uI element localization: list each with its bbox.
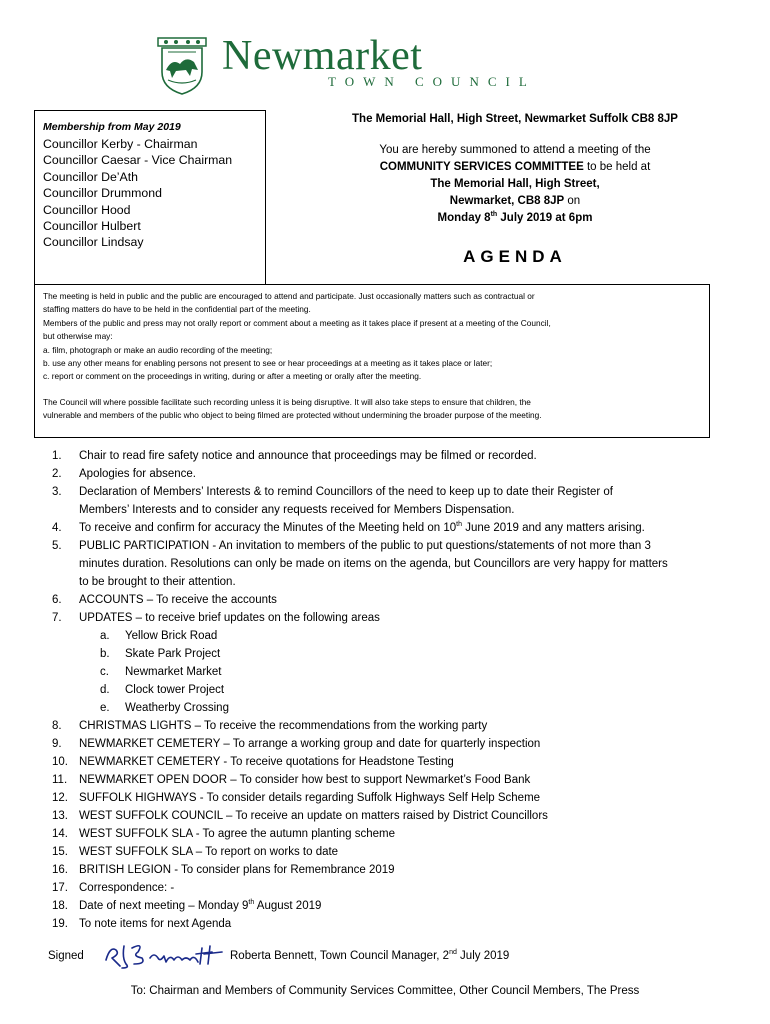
public-notice-box	[34, 284, 710, 438]
agenda-item	[52, 915, 732, 933]
item-text: Apologies for absence.	[79, 468, 196, 480]
item-number: 4.	[52, 522, 62, 534]
item-number: 19.	[52, 918, 68, 930]
agenda-item	[52, 861, 732, 879]
agenda-item	[52, 519, 732, 537]
council-crest-icon	[156, 36, 208, 96]
item-number: 16.	[52, 864, 68, 876]
member-name: Councillor Drummond	[43, 186, 162, 201]
meeting-date	[270, 210, 760, 227]
item-text-continued: to be brought to their attention.	[79, 576, 236, 588]
update-text: Weatherby Crossing	[125, 702, 229, 714]
agenda-item	[52, 771, 732, 789]
signer-text: Roberta Bennett, Town Council Manager, 2	[230, 950, 450, 962]
date-text: July 2019 at 6pm	[497, 212, 593, 224]
agenda-item	[52, 753, 732, 771]
signer-ordinal: nd	[449, 949, 457, 957]
item-text: UPDATES – to receive brief updates on the following areas	[79, 612, 380, 624]
signer-details	[230, 950, 509, 962]
agenda-item	[52, 717, 732, 735]
update-text: Yellow Brick Road	[125, 630, 218, 642]
venue-line	[270, 193, 760, 210]
signer-text: July 2019	[456, 950, 510, 962]
agenda-item	[52, 537, 732, 591]
handwritten-signature	[102, 938, 232, 972]
item-text: NEWMARKET CEMETERY - To receive quotations for Headstone Testing	[79, 756, 454, 768]
item-text-continued: Members’ Interests and to consider any requests received for Members Dispensation.	[79, 504, 515, 516]
agenda-item	[52, 609, 732, 627]
update-text: Clock tower Project	[125, 684, 225, 696]
item-text: Correspondence: -	[79, 882, 175, 894]
member-name: Councillor Kerby - Chairman	[43, 137, 198, 151]
meeting-address: The Memorial Hall, High Street, Newmarket Suffolk CB8 8JP	[352, 113, 678, 125]
notice-line: c. report or comment on the proceedings in writing, during or after a meeting or orally after the meeting.	[43, 371, 422, 382]
logo-subtitle: TOWN COUNCIL	[328, 74, 536, 89]
notice-line: b. use any other means for enabling persons not present to see or hear proceedings at a meeting as it takes place or later;	[43, 358, 493, 369]
item-number: 5.	[52, 540, 62, 552]
item-text: June 2019 and any matters arising.	[462, 522, 645, 534]
item-number: 2.	[52, 468, 62, 480]
summons-text	[270, 142, 760, 227]
signature-block	[48, 938, 748, 974]
item-text: To note items for next Agenda	[79, 918, 232, 930]
item-text: WEST SUFFOLK COUNCIL – To receive an update on matters raised by District Councillors	[79, 810, 548, 822]
item-text: SUFFOLK HIGHWAYS - To consider details regarding Suffolk Highways Self Help Scheme	[79, 792, 541, 804]
updates-list	[52, 627, 732, 717]
item-number: 7.	[52, 612, 62, 624]
notice-line: vulnerable and members of the public who object to being filmed are protected without undermining the broader purpose of the meeting.	[43, 410, 542, 421]
update-item	[100, 645, 732, 663]
item-text: Declaration of Members’ Interests & to remind Councillors of the need to keep up to date their Register of	[79, 486, 613, 498]
member-name: Councillor Hulbert	[43, 219, 141, 234]
item-ordinal: th	[248, 899, 255, 907]
agenda-item	[52, 807, 732, 825]
item-text: NEWMARKET CEMETERY – To arrange a working group and date for quarterly inspection	[79, 738, 541, 750]
item-text: WEST SUFFOLK SLA – To report on works to date	[79, 846, 339, 858]
update-item	[100, 699, 732, 717]
notice-line: The Council will where possible facilitate such recording unless it is being disruptive. It will also take steps to ensure that children, the	[43, 396, 531, 407]
item-number: 3.	[52, 486, 62, 498]
agenda-items	[52, 447, 732, 933]
item-number: 14.	[52, 828, 68, 840]
item-text: ACCOUNTS – To receive the accounts	[79, 594, 277, 606]
update-letter: e.	[100, 702, 110, 714]
update-letter: b.	[100, 648, 110, 660]
item-number: 12.	[52, 792, 68, 804]
update-letter: d.	[100, 684, 110, 696]
item-text: To receive and confirm for accuracy the Minutes of the Meeting held on 10	[79, 522, 457, 534]
meeting-details	[270, 113, 760, 267]
item-number: 10.	[52, 756, 68, 768]
item-number: 6.	[52, 594, 62, 606]
member-name: Councillor Lindsay	[43, 235, 144, 250]
summons-suffix: to be held at	[583, 161, 651, 173]
item-text: NEWMARKET OPEN DOOR – To consider how best to support Newmarket’s Food Bank	[79, 774, 531, 786]
update-item	[100, 663, 732, 681]
notice-line: a. film, photograph or make an audio recording of the meeting;	[43, 344, 273, 355]
membership-list	[35, 111, 265, 251]
item-number: 8.	[52, 720, 62, 732]
agenda-title: AGENDA	[463, 247, 567, 266]
summons-line	[270, 159, 760, 176]
item-number: 9.	[52, 738, 62, 750]
item-text: WEST SUFFOLK SLA - To agree the autumn planting scheme	[79, 828, 395, 840]
agenda-item	[52, 465, 732, 483]
membership-box	[34, 110, 266, 285]
update-item	[100, 627, 732, 645]
notice-line: staffing matters do have to be held in the confidential part of the meeting.	[43, 304, 311, 315]
notice-line: The meeting is held in public and the public are encouraged to attend and participate. Just occasionally matters such as contractual or	[43, 291, 535, 301]
member-name: Councillor De’Ath	[43, 169, 139, 184]
committee-name: COMMUNITY SERVICES COMMITTEE	[379, 161, 584, 173]
date-ordinal: th	[490, 211, 498, 219]
agenda-item	[52, 591, 732, 609]
agenda-item	[52, 843, 732, 861]
agenda-item	[52, 879, 732, 897]
item-text: BRITISH LEGION - To consider plans for Remembrance 2019	[79, 864, 395, 876]
venue-text: Newmarket, CB8 8JP	[449, 195, 565, 207]
agenda-item	[52, 789, 732, 807]
letterhead	[156, 33, 576, 98]
item-number: 1.	[52, 450, 62, 462]
venue-text: The Memorial Hall, High Street,	[430, 178, 600, 190]
agenda-item	[52, 735, 732, 753]
agenda-item	[52, 483, 732, 519]
agenda-item	[52, 825, 732, 843]
member-name: Councillor Caesar - Vice Chairman	[43, 153, 233, 168]
item-text-continued: minutes duration. Resolutions can only be made on items on the agenda, but Councillors are very happy for matters	[79, 558, 668, 570]
item-text: August 2019	[254, 900, 322, 912]
notice-line: Members of the public and press may not orally report or comment about a meeting as it takes place if present at a meeting of the Council,	[43, 317, 551, 328]
item-number: 13.	[52, 810, 68, 822]
update-item	[100, 681, 732, 699]
item-text: CHRISTMAS LIGHTS – To receive the recommendations from the working party	[79, 720, 488, 732]
item-number: 18.	[52, 900, 68, 912]
update-text: Newmarket Market	[125, 666, 222, 678]
logo-name: Newmarket	[222, 33, 423, 79]
item-number: 11.	[52, 774, 68, 786]
venue-suffix: on	[564, 195, 581, 207]
item-number: 15.	[52, 846, 68, 858]
summons-line: You are hereby summoned to attend a meeting of the	[379, 144, 651, 156]
distribution-footer: To: Chairman and Members of Community Services Committee, Other Council Members, The Press	[130, 985, 640, 997]
date-text: Monday 8	[437, 212, 491, 224]
member-name: Councillor Hood	[43, 202, 131, 217]
update-letter: a.	[100, 630, 110, 642]
agenda-item	[52, 897, 732, 915]
item-ordinal: th	[456, 521, 462, 529]
item-number: 17.	[52, 882, 68, 894]
item-text: PUBLIC PARTICIPATION - An invitation to members of the public to put questions/statements of not more than 3	[79, 540, 651, 552]
update-text: Skate Park Project	[125, 648, 221, 660]
item-text: Date of next meeting – Monday 9	[79, 900, 249, 912]
membership-heading: Membership from May 2019	[43, 121, 181, 133]
agenda-item	[52, 447, 732, 465]
item-text: Chair to read fire safety notice and announce that proceedings may be filmed or recorded.	[79, 450, 537, 462]
update-letter: c.	[100, 666, 109, 678]
notice-line: but otherwise may:	[43, 331, 113, 342]
signed-label: Signed	[48, 950, 84, 962]
venue-line	[270, 176, 760, 193]
